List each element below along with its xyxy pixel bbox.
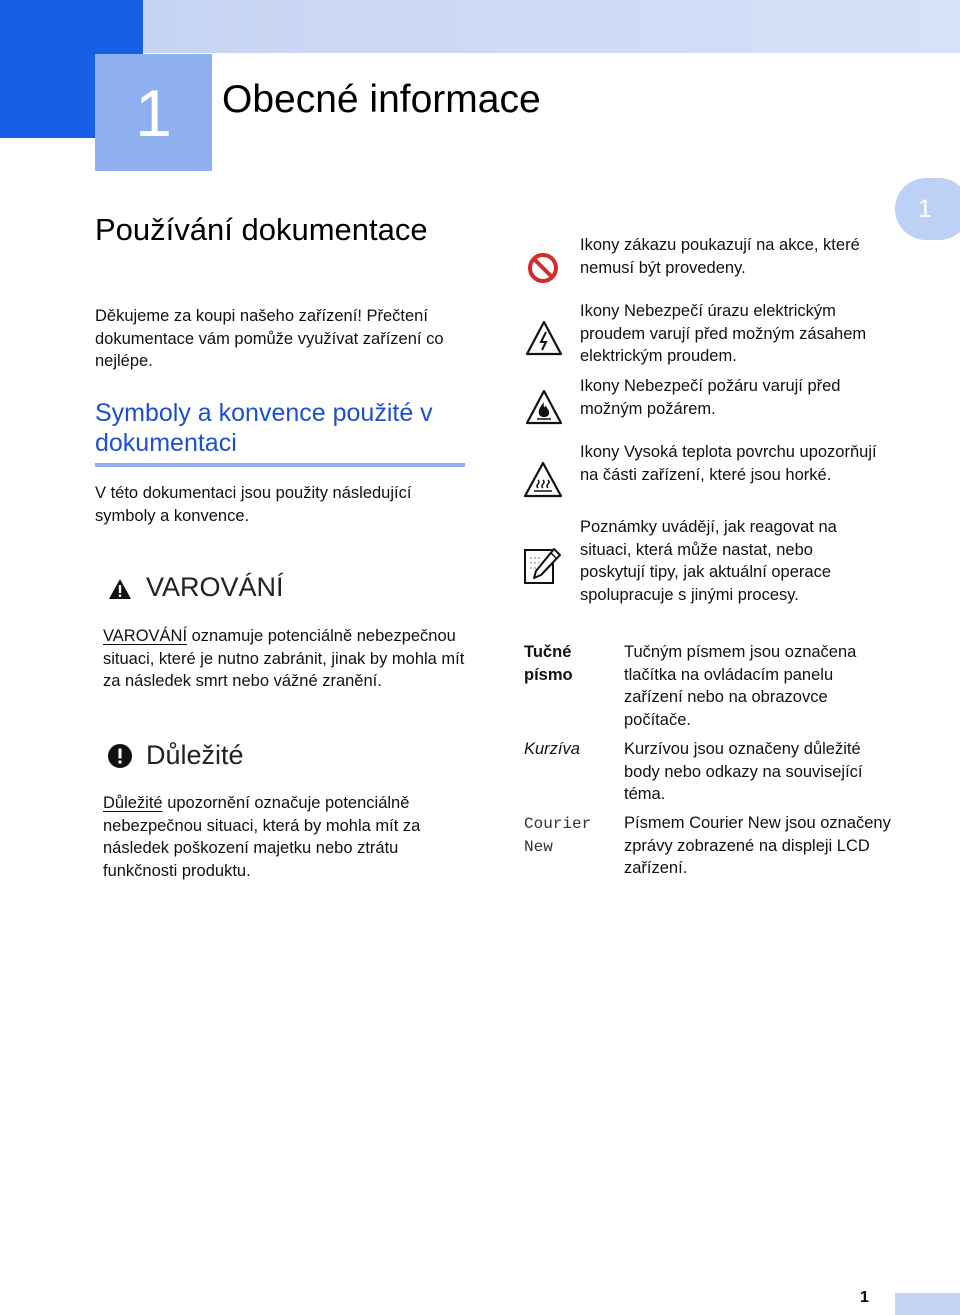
important-heading: Důležité (146, 740, 244, 770)
convention-term-courier: Courier New (524, 815, 592, 856)
fire-hazard-icon (525, 389, 563, 425)
warning-term: VAROVÁNÍ (103, 627, 188, 645)
chapter-number-box (95, 54, 212, 171)
warning-description: oznamuje potenciálně nebezpečnou situaci, které je nutno zabránit, jinak by mohla mít za následek smrt nebo vážné zranění. (103, 627, 465, 690)
icon-description-prohibition: Ikony zákazu poukazují na akce, které nemusí být provedeny. (580, 236, 860, 277)
convention-term-italic: Kurzíva (524, 740, 580, 758)
warning-triangle-icon (108, 578, 132, 600)
section-intro-text: Děkujeme za koupi našeho zařízení! Přečtení dokumentace vám pomůže využívat zařízení co nejlépe. (95, 307, 444, 370)
icon-description-hot-surface: Ikony Vysoká teplota povrchu upozorňují na části zařízení, které jsou horké. (580, 443, 877, 484)
page-number: 1 (860, 1289, 869, 1306)
section-divider (95, 463, 465, 467)
section-title-symbols: Symboly a konvence použité v dokumentaci (95, 399, 433, 457)
convention-description-italic: Kurzívou jsou označeny důležité body nebo odkazy na související téma. (624, 740, 863, 803)
header-light-band (143, 0, 960, 53)
section-title-using-docs: Používání dokumentace (95, 212, 428, 247)
section-symbols-text: V této dokumentaci jsou použity následující symboly a konvence. (95, 484, 412, 525)
icon-description-note: Poznámky uvádějí, jak reagovat na situaci, která může nastat, nebo poskytují tipy, jak aktuální operace spolupracuje s jinými procesy. (580, 518, 837, 604)
icon-description-electric: Ikony Nebezpečí úrazu elektrickým proudem varují před možným zásahem elektrickým proudem. (580, 302, 867, 365)
convention-description-courier: Písmem Courier New jsou označeny zprávy zobrazené na displeji LCD zařízení. (624, 814, 891, 877)
electric-shock-icon (525, 320, 563, 356)
icon-description-fire: Ikony Nebezpečí požáru varují před možným požárem. (580, 377, 841, 418)
note-icon (523, 546, 563, 586)
chapter-title: Obecné informace (222, 78, 541, 121)
important-description: upozornění označuje potenciálně nebezpečnou situaci, která by mohla mít za následek poškození majetku nebo ztrátu funkčnosti produktu. (103, 794, 421, 880)
convention-description-bold: Tučným písmem jsou označena tlačítka na ovládacím panelu zařízení nebo na obrazovce počítače. (624, 643, 857, 729)
important-term: Důležité (103, 794, 163, 812)
chapter-side-tab: 1 (895, 178, 960, 240)
chapter-number: 1 (135, 75, 172, 150)
footer-bar (895, 1293, 960, 1315)
warning-heading: VAROVÁNÍ (146, 572, 284, 602)
important-text (103, 792, 473, 882)
warning-text (103, 625, 468, 693)
hot-surface-icon (523, 461, 563, 498)
prohibition-icon (527, 252, 559, 284)
convention-term-bold: Tučné písmo (524, 643, 573, 684)
important-exclamation-icon (107, 743, 133, 769)
